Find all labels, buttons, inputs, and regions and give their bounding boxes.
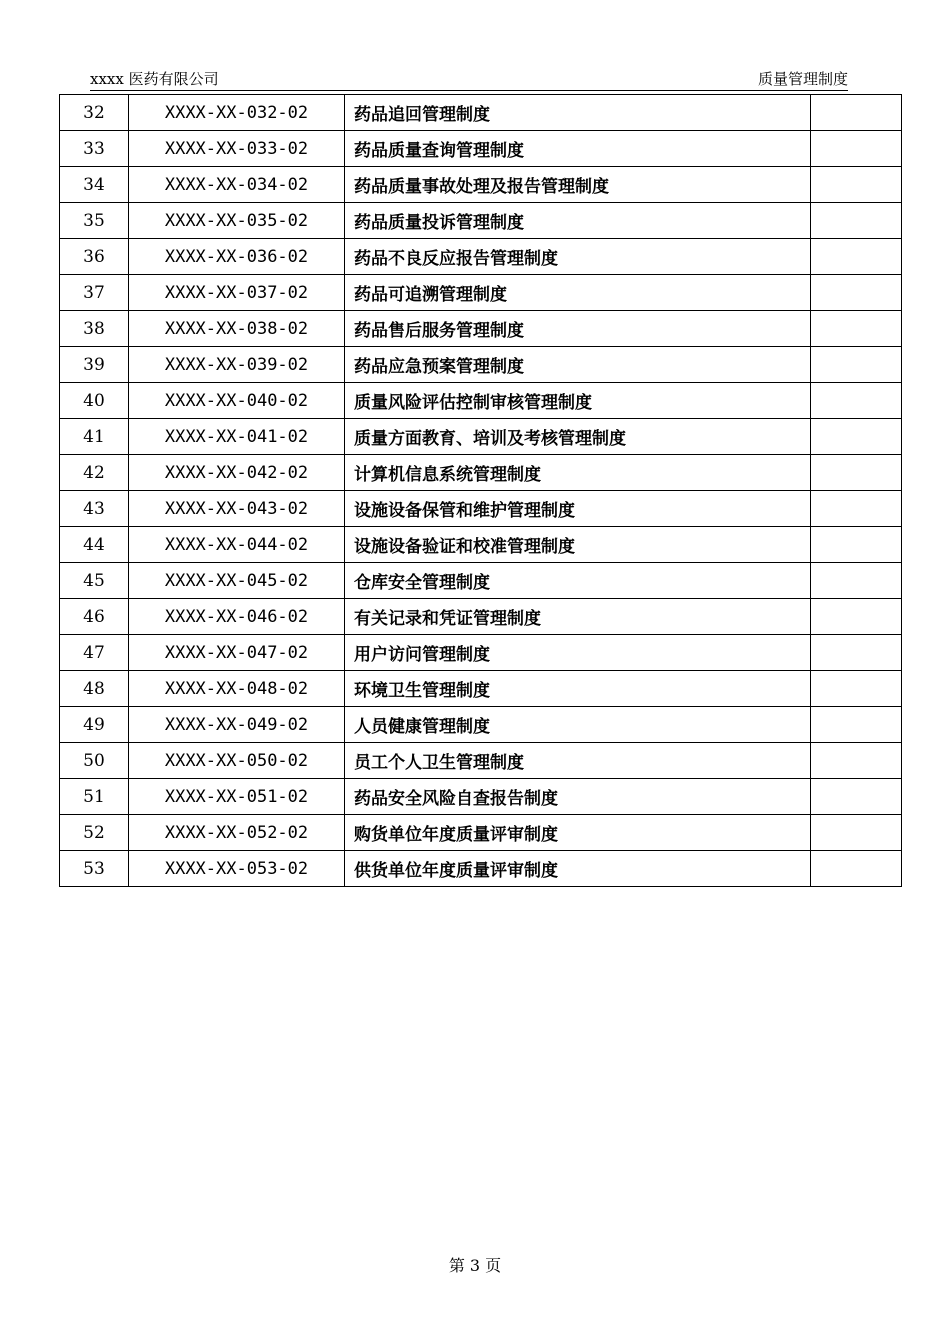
table-row [60,311,902,347]
table-row [60,563,902,599]
remarks-cell [811,779,902,815]
remarks-cell [811,275,902,311]
remarks-cell [811,599,902,635]
table-row [60,455,902,491]
document-code-cell: XXXX-XX-036-02 [129,239,345,275]
remarks-cell [811,635,902,671]
document-code-cell: XXXX-XX-049-02 [129,707,345,743]
row-number-cell: 44 [60,527,129,563]
document-code-cell: XXXX-XX-045-02 [129,563,345,599]
row-number-cell: 36 [60,239,129,275]
regulation-title-cell: 质量方面教育、培训及考核管理制度 [345,419,811,455]
remarks-cell [811,671,902,707]
document-code-cell: XXXX-XX-048-02 [129,671,345,707]
remarks-cell [811,491,902,527]
regulation-title-cell: 药品安全风险自查报告制度 [345,779,811,815]
document-code-cell: XXXX-XX-043-02 [129,491,345,527]
regulation-title-cell: 质量风险评估控制审核管理制度 [345,383,811,419]
row-number-cell: 53 [60,851,129,887]
row-number-cell: 35 [60,203,129,239]
table-row [60,851,902,887]
regulation-title-cell: 药品质量事故处理及报告管理制度 [345,167,811,203]
remarks-cell [811,131,902,167]
remarks-cell [811,743,902,779]
document-code-cell: XXXX-XX-032-02 [129,95,345,131]
document-code-cell: XXXX-XX-047-02 [129,635,345,671]
table-row [60,599,902,635]
remarks-cell [811,707,902,743]
remarks-cell [811,815,902,851]
table-row [60,635,902,671]
document-code-cell: XXXX-XX-035-02 [129,203,345,239]
row-number-cell: 46 [60,599,129,635]
regulation-list-table [59,94,902,887]
row-number-cell: 38 [60,311,129,347]
regulation-title-cell: 员工个人卫生管理制度 [345,743,811,779]
remarks-cell [811,527,902,563]
table-row [60,779,902,815]
regulation-title-cell: 仓库安全管理制度 [345,563,811,599]
remarks-cell [811,167,902,203]
regulation-title-cell: 用户访问管理制度 [345,635,811,671]
table-row [60,671,902,707]
document-code-cell: XXXX-XX-034-02 [129,167,345,203]
table-row [60,167,902,203]
regulation-title-cell: 药品质量查询管理制度 [345,131,811,167]
remarks-cell [811,383,902,419]
company-name: xxxx 医药有限公司 [90,70,219,88]
document-code-cell: XXXX-XX-042-02 [129,455,345,491]
document-code-cell: XXXX-XX-040-02 [129,383,345,419]
regulation-title-cell: 人员健康管理制度 [345,707,811,743]
regulation-title-cell: 药品不良反应报告管理制度 [345,239,811,275]
table-row [60,491,902,527]
row-number-cell: 32 [60,95,129,131]
row-number-cell: 48 [60,671,129,707]
regulation-title-cell: 有关记录和凭证管理制度 [345,599,811,635]
table-row [60,275,902,311]
remarks-cell [811,203,902,239]
table-row [60,95,902,131]
regulation-title-cell: 计算机信息系统管理制度 [345,455,811,491]
table-row [60,383,902,419]
remarks-cell [811,239,902,275]
remarks-cell [811,455,902,491]
table-row [60,131,902,167]
table-row [60,419,902,455]
row-number-cell: 43 [60,491,129,527]
remarks-cell [811,95,902,131]
document-code-cell: XXXX-XX-051-02 [129,779,345,815]
page-header [90,68,848,91]
table-row [60,707,902,743]
regulation-title-cell: 药品应急预案管理制度 [345,347,811,383]
document-code-cell: XXXX-XX-044-02 [129,527,345,563]
document-code-cell: XXXX-XX-038-02 [129,311,345,347]
row-number-cell: 34 [60,167,129,203]
remarks-cell [811,419,902,455]
regulation-title-cell: 药品售后服务管理制度 [345,311,811,347]
row-number-cell: 33 [60,131,129,167]
table-row [60,743,902,779]
document-code-cell: XXXX-XX-039-02 [129,347,345,383]
table-row [60,815,902,851]
regulation-title-cell: 药品可追溯管理制度 [345,275,811,311]
remarks-cell [811,347,902,383]
row-number-cell: 40 [60,383,129,419]
regulation-title-cell: 购货单位年度质量评审制度 [345,815,811,851]
table-row [60,527,902,563]
document-code-cell: XXXX-XX-046-02 [129,599,345,635]
document-code-cell: XXXX-XX-033-02 [129,131,345,167]
table-body [60,95,902,887]
document-category: 质量管理制度 [757,70,848,88]
row-number-cell: 45 [60,563,129,599]
regulation-title-cell: 设施设备保管和维护管理制度 [345,491,811,527]
regulation-title-cell: 药品追回管理制度 [345,95,811,131]
row-number-cell: 50 [60,743,129,779]
regulation-title-cell: 药品质量投诉管理制度 [345,203,811,239]
regulation-title-cell: 设施设备验证和校准管理制度 [345,527,811,563]
document-code-cell: XXXX-XX-037-02 [129,275,345,311]
regulation-title-cell: 环境卫生管理制度 [345,671,811,707]
remarks-cell [811,851,902,887]
table-row [60,203,902,239]
page-number: 第 3 页 [448,1256,502,1275]
document-code-cell: XXXX-XX-053-02 [129,851,345,887]
row-number-cell: 41 [60,419,129,455]
row-number-cell: 47 [60,635,129,671]
row-number-cell: 37 [60,275,129,311]
row-number-cell: 42 [60,455,129,491]
row-number-cell: 52 [60,815,129,851]
remarks-cell [811,563,902,599]
document-code-cell: XXXX-XX-041-02 [129,419,345,455]
row-number-cell: 39 [60,347,129,383]
remarks-cell [811,311,902,347]
table-row [60,239,902,275]
row-number-cell: 51 [60,779,129,815]
document-code-cell: XXXX-XX-052-02 [129,815,345,851]
regulation-title-cell: 供货单位年度质量评审制度 [345,851,811,887]
table-row [60,347,902,383]
row-number-cell: 49 [60,707,129,743]
document-code-cell: XXXX-XX-050-02 [129,743,345,779]
